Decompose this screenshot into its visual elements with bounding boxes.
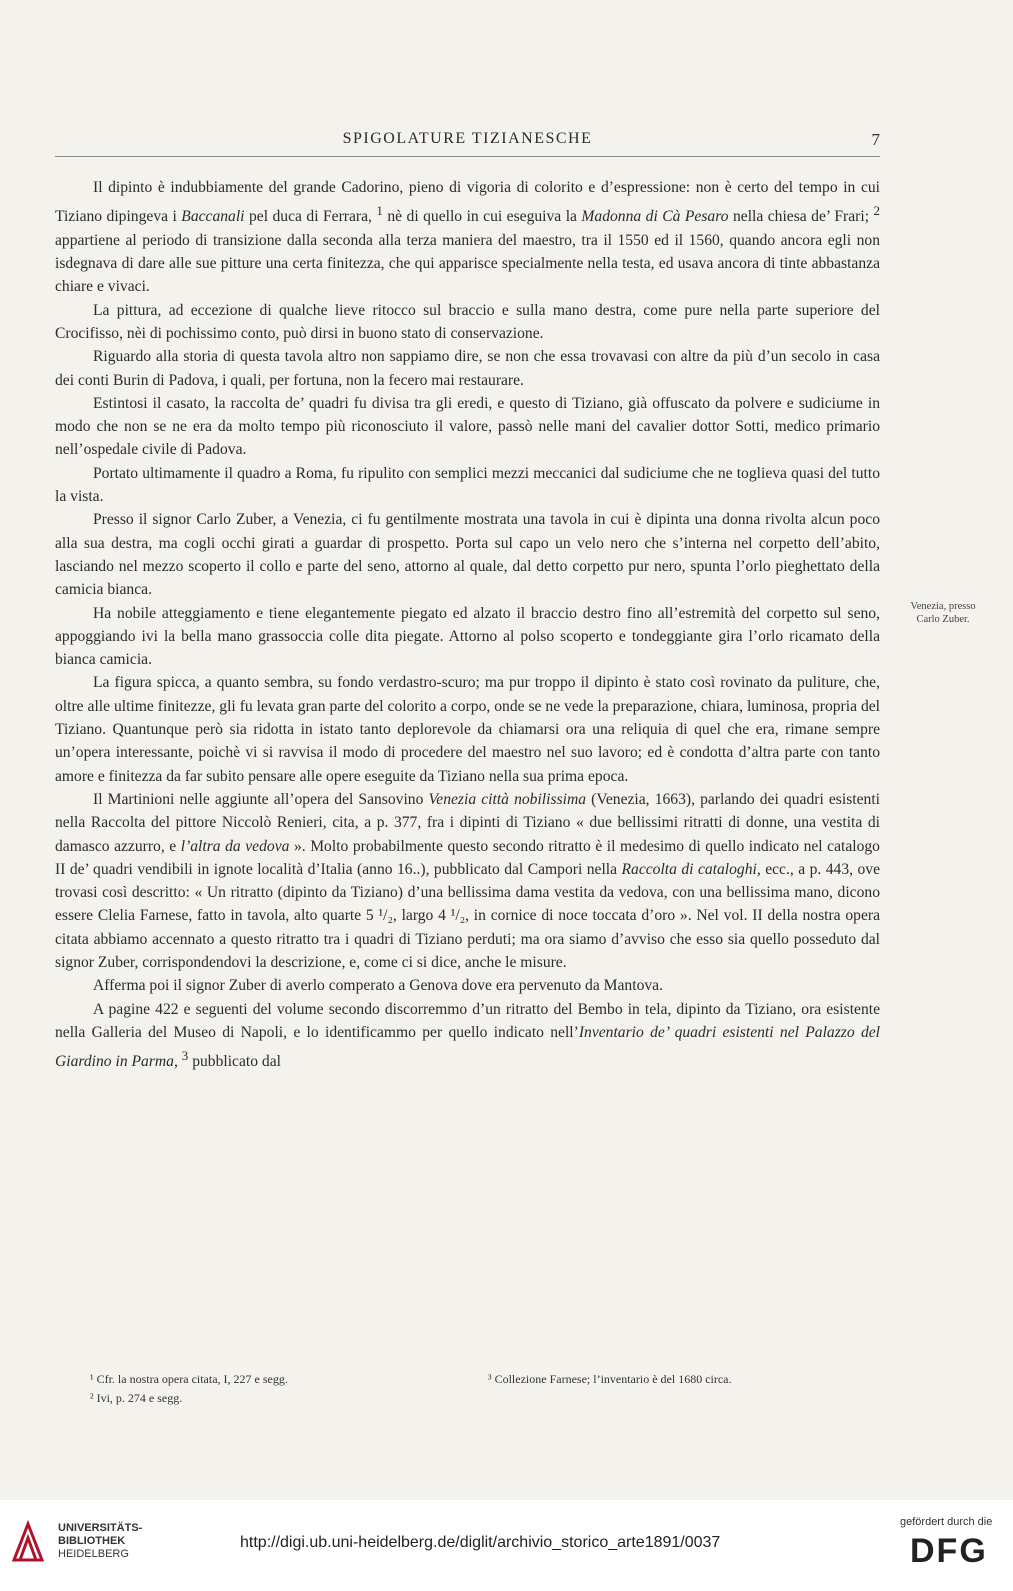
paragraph-3: Riguardo alla storia di questa tavola altro non sappiamo dire, se non che essa trovavasi con altre da più d’un secolo in casa dei conti Burin di Padova, i quali, per fortuna, non la fecero mai restaurare. <box>55 348 880 389</box>
footnote-ref-3[interactable]: 3 <box>181 1048 189 1064</box>
paragraph-11: A pagine 422 e seguenti del volume secondo discorremmo d’un ritratto del Bembo in tela, dipinto da Tiziano, ora esistente nella Galleria del Museo di Napoli, e lo identificammo per quello indicato nell’Inventario de’ quadri esistenti nel Palazzo del Giardino in Parma, $^3$ pubblicato dal <box>55 1000 880 1071</box>
university-library-logo-icon <box>10 1520 46 1566</box>
running-header <box>55 130 880 157</box>
page-number: 7 <box>871 130 880 149</box>
library-name: UNIVERSITÄTS- BIBLIOTHEK HEIDELBERG <box>58 1522 143 1560</box>
paragraph-4: Estintosi il casato, la raccolta de’ quadri fu divisa tra gli eredi, e questo di Tiziano, già offuscato da polvere e sudiciume in modo che non se ne era da molto tempo più riconosciuto il valore, passò nelle mani del cavalier dottor Sotti, medico primario nell’ospedale civile di Padova. <box>55 394 880 459</box>
marginal-note: Venezia, presso Carlo Zuber. <box>910 601 976 625</box>
permalink-url[interactable]: http://digi.ub.uni-heidelberg.de/diglit/archivio_storico_arte1891/0037 <box>240 1534 721 1551</box>
quote-italic-vedova: l’altra da vedova <box>180 837 290 855</box>
work-title-madonna: Madonna di Cà Pesaro <box>581 208 729 226</box>
footnote-ref-2[interactable]: 2 <box>873 203 880 219</box>
work-title-raccolta: Raccolta di cataloghi, <box>621 860 761 878</box>
paragraph-9: Il Martinioni nelle aggiunte all’opera del Sansovino Venezia città nobilissima (Venezia, 1663), parlando dei quadri esistenti nella Raccolta del pittore Niccolò Renieri, cita, a p. 377, fra i dipinti di Tiziano « due bellissimi ritratti di donne, una vestita di damasco azzurro, e l’altra da vedova ». Molto probabilmente questo secondo ritratto è il medesimo di quello indicato nel catalogo II de’ quadri vendibili in ignote località d’Italia (anno 16..), pubblicato dal Campori nella Raccolta di cataloghi, ecc., a p. 443, ove trovasi così descritto: « Un ritratto (dipinto da Tiziano) d’una bellissima dama vestita da vedova, con una bellissima mano, dicono essere Clelia Farnese, fatto in tavola, alto quarte 5 ¹/₂, largo 4 ¹/₂, in cornice di noce toccata d’oro ». Nel vol. II della nostra opera citata abbiamo accennato a questo ritratto tra i quadri di Tiziano perduti; ma ora siamo d’avviso che esso sia quello posseduto dal signor Zuber, corrispondendovi la descrizione, e, come ci si dice, anche le misure. <box>55 790 881 971</box>
work-title-inventario: Inventario de’ quadri esistenti nel Palazzo del Giardino in Parma, <box>55 1023 880 1071</box>
paragraph-1: Il dipinto è indubbiamente del grande Cadorino, pieno di vigoria di colorito e d’espressione: non è certo del tempo in cui Tiziano dipingeva i Baccanali pel duca di Ferrara, $^1$ nè di quello in cui eseguiva la Madonna di Cà Pesaro nella chiesa de’ Frari; $^2$ appartiene al periodo di transizione dalla seconda alla terza maniera del maestro, tra il 1550 ed il 1560, quando ancora egli non isdegnava di dare alle sue pitture una certa finitezza, che qui apparisce specialmente nella testa, ed usava ancora di tinte abbastanza chiare e vivaci. <box>55 179 880 296</box>
paragraph-5: Portato ultimamente il quadro a Roma, fu ripulito con semplici mezzi meccanici dal sudiciume che ne toglieva quasi del tutto la vista. <box>55 464 880 506</box>
footnote-3: ³ Collezione Farnese; l’inventario è del 1680 circa. <box>488 1372 732 1386</box>
dfg-logo: DFG <box>910 1532 988 1570</box>
footnote-ref-1[interactable]: 1 <box>376 203 383 219</box>
running-title: SPIGOLATURE TIZIANESCHE <box>342 130 593 147</box>
work-title-baccanali: Baccanali <box>181 208 245 226</box>
body-text <box>55 176 880 1074</box>
viewer-footer <box>0 1500 1013 1591</box>
paragraph-10: Afferma poi il signor Zuber di averlo comperato a Genova dove era pervenuto da Mantova. <box>93 977 663 995</box>
footnote-2: ² Ivi, p. 274 e segg. <box>90 1391 183 1405</box>
funding-label: gefördert durch die <box>900 1516 993 1528</box>
paragraph-6: Presso il signor Carlo Zuber, a Venezia, ci fu gentilmente mostrata una tavola in cui è dipinta una donna rivolta alcun poco alla sua destra, ma cogli occhi girati a guardar di prospetto. Porta sul capo un velo nero che s’interna nel corpetto dell’abito, lasciando nel mezzo scoperto il collo e parte del seno, attorno al quale, dal detto corpetto pur nero, spunta l’orlo pieghettato della camicia bianca. <box>55 511 880 599</box>
paragraph-8: La figura spicca, a quanto sembra, su fondo verdastro-scuro; ma pur troppo il dipinto è stato così rovinato da puliture, che, oltre alle ultime finitezze, gli fu levata gran parte del colorito a corpo, onde se ne vede la preparazione, chiara, luminosa, propria del Tiziano. Quantunque però sia ridotta in istato tanto deplorevole da chiamarsi ora una reliquia di quel che era, rimane sempre un’opera interessante, poichè vi si ravvisa il modo di procedere del maestro nel suo lavoro; ed è condotta d’altra parte con tanto amore e finitezza da far subito pensare alle opere eseguite da Tiziano nella sua prima epoca. <box>55 674 880 785</box>
paragraph-2: La pittura, ad eccezione di qualche lieve ritocco sul braccio e sulla mano destra, come pure nella parte superiore del Crocifisso, nèi di pochissimo conto, può dirsi in buono stato di conservazione. <box>55 301 880 342</box>
work-title-venezia: Venezia città nobilissima <box>428 790 587 808</box>
footnote-1: ¹ Cfr. la nostra opera citata, I, 227 e segg. <box>90 1372 288 1386</box>
paragraph-7: Ha nobile atteggiamento e tiene elegantemente piegato ed alzato il braccio destro fino all’estremità del corpetto sul seno, appoggiando ivi la bella mano grassoccia colle dita piegate. Attorno al polso scoperto e tondeggiante gira l’orlo ricamato della bianca camicia. <box>55 604 880 669</box>
